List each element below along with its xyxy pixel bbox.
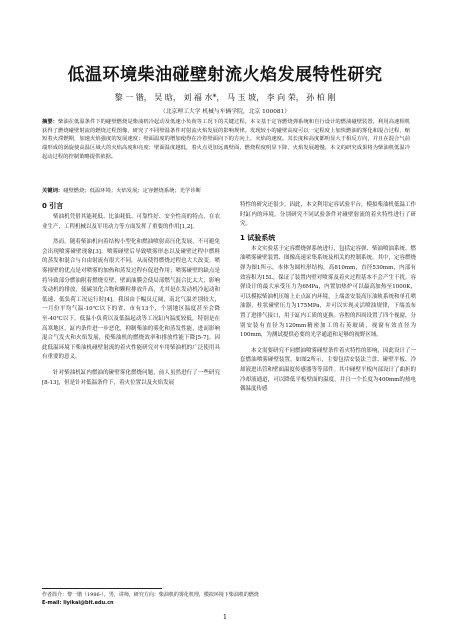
abstract (42, 118, 410, 162)
footnote-divider (42, 588, 162, 589)
footnote (42, 591, 422, 607)
abstract-text: 柴油在低温条件下的碰壁燃烧是柴油机冷起动及低速小负荷等工况下的关键过程。本文基于定容燃烧弹系统和自行设计的燃油碰壁装置，利用高速相机获得了燃烧碰壁射流的燃烧过程图像，研究了不同壁温条件对射流火焰发展的影响规律。发现较小的碰壁高度可以一定程度上加快燃油的雾化和混合过程，缩短着火滞燃期，加速火焰强度的发展速度；壁面温度的增加使得在冷着壁面向下的方向上，火焰的速度。其长度和高度都明显大于相反方向，并且在混合气前端形成的涡旋使高温区域大的火焰高度和亮度；壁面温度越低，着火点更加远离壁面，燃烧程度明显下降，火焰发展越慢。本文的研究成果将为柴油机低温冷起动过程的控制策略提供依据。 (42, 119, 410, 160)
body-paragraph: 针对柴油机缸内燃油的碰壁雾化燃烧问题，前人虽然进行了一些研究[8-13]，但是针对低温条件下，着火位置以及火焰发展 (42, 369, 220, 386)
right-column (240, 201, 416, 395)
body-paragraph: 柴油机凭借其能耗低、比油耗低、可靠性好、安全性高的特点，在农业生产、工程机械以及军用动力等方面发挥了重要的作用[1,2]。 (42, 214, 220, 230)
footnote-author-bio: 作者简介：黎一锴（1986-），男，讲师，研究方向：柴油机的雾化机理，模拟环境下柴油机的燃烧 (42, 592, 259, 598)
section-heading-test-system: 1 试验系统 (240, 233, 276, 242)
body-paragraph: 特性的研究还很少。因此，本文利用定容试验平台，模拟柴油机低温工作时缸内的环境，分别研究不同试验条件对碰壁射流的着火特性进行了研究。 (240, 202, 417, 228)
affiliation: （北京理工大学 机械与车辆学院，北京 100081） (159, 109, 291, 115)
left-column (42, 201, 220, 388)
keywords (42, 187, 410, 195)
page-number: 1 (222, 613, 228, 621)
section-heading-introduction: 0 引言 (42, 202, 64, 210)
paper-title: 低温环境柴油碰壁射流火焰发展特性研究 (67, 65, 383, 85)
abstract-label: 摘要： (42, 119, 59, 125)
body-paragraph: 本文需要研究不同燃油喷雾碰壁条件着火特性的影响，因此设计了一套燃油喷雾碰壁装置，如图2所示，主要包括安装法兰盘、碰壁平板、冷却液进出管和壁面温度传感器等等部件。其中碰壁平板内部设计了曲折的冷却液通道，可以降低平板壁面的温度，并且一个长度为400mm的热电偶温度传感 (240, 347, 417, 393)
keywords-label: 关键词： (42, 188, 64, 194)
footnote-email: E-mail: liyikai@bit.edu.cn (42, 600, 114, 606)
body-paragraph: 本文实验基于定容燃烧弹系统进行，包括定容弹、柴油喷油系统、燃油喷雾碰壁装置、图像高速采集系统及相关的控制系统。其中，定容燃烧弹为图1所示，本体为圆柱形结构，高810mm，直径530mm，内部有效容积为15L。保证了装置内壁对喷雾及着火过程基本不会产生干扰。容弹设计的最大承受压力为6MPa，内置加热炉可以最高加热至1000K，可以模拟柴油机压缩上止点缸内环境。上端盖安装高压油轨系统和单孔喷油器，柱状碰壁压力为175MPa，并可以实现灵活喷油规律，下端盖布置了进排气接口，用于缸内工质的更换。容腔的四周设置了四个视窗，分别安装有直径为120mm精密加工的石英玻璃，视窗有效直径为100mm，为测试提供必要的光学通道和足够的视野区域。 (240, 245, 417, 339)
keywords-text: 碰壁燃烧；低温环境；火焰发展；定容燃烧系统；光学诊断 (63, 188, 201, 194)
body-paragraph: 然而，随着柴油机向着结构小型化和燃油喷射高压化发展，不可避免会出现喷雾碰壁现象[3]。喷雾碰壁后导致喷雾形态以及碰壁过程中燃料的蒸发和混合与自由射流有很大不同，从而使得燃烧过程也大大改变。喷雾撞壁的优点是对喷雾的加热和蒸发过程有促进作用；喷雾碰壁的缺点是将导致部分燃油附着燃烧室壁，壁面油膜会使局部燃气混合比太大，影响发动机的排放，使碳氢化合物和颗粒排放升高，尤其是在发动机冷起动和低速、低负荷工况运行时[4]。我国由于幅员辽阔，南北气温差别较大，一月份平均气温-10℃以下的省、市有13个，个别地区温度甚至会降至-40℃以下。低温小负荷以及低温起动等工况缸内温度较低，特别是在高寒地区，缸内条件进一步恶化，抑制柴油的雾化和蒸发性能，进而影响混合气发火和火焰发展，使柴油机的燃烧效率和排放性能下降[5-7]。因此低温环境下柴油机碰壁射流的着火性能研究对车用柴油机的广泛使用具有重要的意义。 (42, 239, 220, 361)
author-list: 黎 一 锴， 吴 晗， 刘 福 水*， 马 玉 坡， 李 向 荣， 孙 柏 刚 (114, 93, 336, 102)
